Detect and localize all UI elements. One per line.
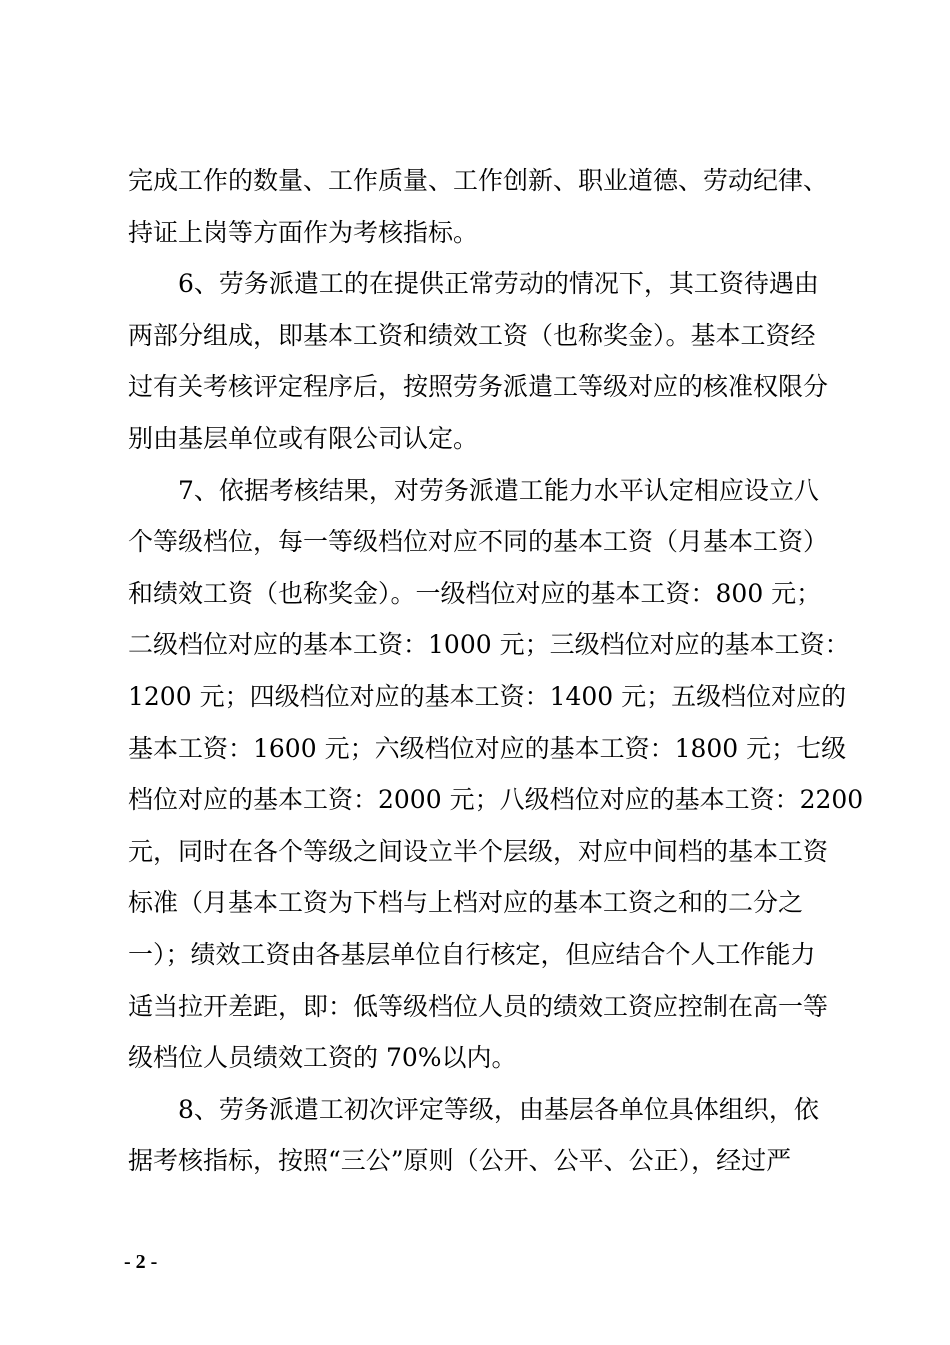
text-line: 元，同时在各个等级之间设立半个层级，对应中间档的基本工资 bbox=[128, 836, 829, 866]
text-line: 持证上岗等方面作为考核指标。 bbox=[128, 217, 479, 247]
text-line: 基本工资：1600 元；六级档位对应的基本工资：1800 元；七级 bbox=[128, 733, 847, 763]
text-line: 档位对应的基本工资：2000 元；八级档位对应的基本工资：2200 bbox=[128, 785, 864, 815]
text-line: 级档位人员绩效工资的 70%以内。 bbox=[128, 1043, 517, 1073]
text-line: 标准（月基本工资为下档与上档对应的基本工资之和的二分之 bbox=[128, 888, 804, 918]
text-line: 7、依据考核结果，对劳务派遣工能力水平认定相应设立八 bbox=[128, 475, 819, 505]
text-line: 和绩效工资（也称奖金）。一级档位对应的基本工资：800 元； bbox=[128, 578, 822, 608]
text-line: 据考核指标，按照“三公”原则（公开、公平、公正），经过严 bbox=[128, 1146, 792, 1176]
body-text bbox=[128, 155, 864, 1187]
text-line: 6、劳务派遣工的在提供正常劳动的情况下，其工资待遇由 bbox=[128, 269, 819, 299]
text-line: 两部分组成，即基本工资和绩效工资（也称奖金）。基本工资经 bbox=[128, 320, 816, 350]
text-line: 适当拉开差距，即：低等级档位人员的绩效工资应控制在高一等 bbox=[128, 991, 829, 1021]
page-number: - 2 - bbox=[124, 1251, 158, 1273]
text-line: 一）；绩效工资由各基层单位自行核定，但应结合个人工作能力 bbox=[128, 939, 816, 969]
text-line: 别由基层单位或有限公司认定。 bbox=[128, 423, 479, 453]
text-line: 1200 元；四级档位对应的基本工资：1400 元；五级档位对应的 bbox=[128, 681, 847, 711]
text-line: 过有关考核评定程序后，按照劳务派遣工等级对应的核准权限分 bbox=[128, 372, 829, 402]
text-line: 二级档位对应的基本工资：1000 元；三级档位对应的基本工资： bbox=[128, 630, 850, 660]
text-line: 个等级档位，每一等级档位对应不同的基本工资（月基本工资） bbox=[128, 527, 829, 557]
text-line: 8、劳务派遣工初次评定等级，由基层各单位具体组织，依 bbox=[128, 1094, 819, 1124]
text-line: 完成工作的数量、工作质量、工作创新、职业道德、劳动纪律、 bbox=[128, 166, 829, 195]
